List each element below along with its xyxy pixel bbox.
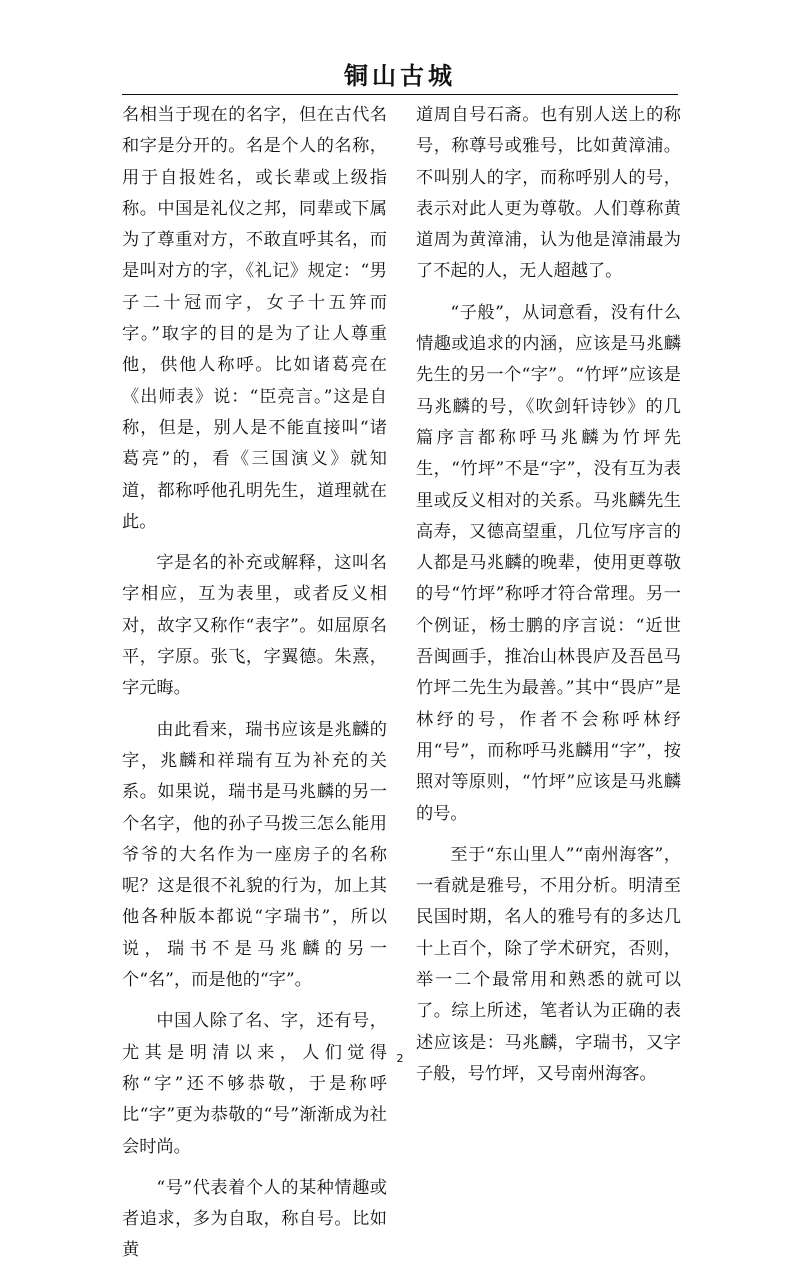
body-paragraph: 中国人除了名、字，还有号，尤其是明清以来，人们觉得称“字”还不够恭敬，于是称呼比“字”更为恭敬的“号”渐渐成为社会时尚。	[122, 1011, 387, 1157]
left-text-column	[122, 100, 387, 1277]
body-paragraph: 道周自号石斋。也有别人送上的称号，称尊号或雅号，比如黄漳浦。不叫别人的字，而称呼别人的号，表示对此人更为尊敬。人们尊称黄道周为黄漳浦，认为他是漳浦最为了不起的人，无人超越了。	[416, 105, 681, 282]
header-divider	[122, 94, 678, 95]
body-paragraph: 由此看来，瑞书应该是兆麟的字，兆麟和祥瑞有互为补充的关系。如果说，瑞书是马兆麟的另一个名字，他的孙子马拨三怎么能用爷爷的大名作为一座房子的名称呢？这是很不礼貌的行为，加上其他各种版本都说“字瑞书”，所以说，瑞书不是马兆麟的另一个“名”，而是他的“字”。	[122, 719, 387, 991]
body-paragraph: “号”代表着个人的某种情趣或者追求，多为自取，称自号。比如黄	[122, 1177, 387, 1261]
body-paragraph: 至于“东山里人”“南州海客”，一看就是雅号，不用分析。明清至民国时期，名人的雅号有的多达几十上百个，除了学术研究，否则，举一二个最常用和熟悉的就可以了。综上所述，笔者认为正确的表述应该是：马兆麟，字瑞书，又字子般，号竹坪，又号南州海客。	[416, 844, 681, 1084]
body-paragraph: 名相当于现在的名字，但在古代名和字是分开的。名是个人的名称，用于自报姓名，或长辈或上级指称。中国是礼仪之邦，同辈或下属为了尊重对方，不敢直呼其名，而是叫对方的字，《礼记》规定：“男子二十冠而字，女子十五笄而字。”取字的目的是为了让人尊重他，供他人称呼。比如诸葛亮在《出师表》说：“臣亮言。”这是自称，但是，别人是不能直接叫“诸葛亮”的，看《三国演义》就知道，都称呼他孔明先生，道理就在此。	[122, 105, 387, 532]
body-paragraph: 字是名的补充或解释，这叫名字相应，互为表里，或者反义相对，故字又称作“表字”。如屈原名平，字原。张飞，字翼德。朱熹，字元晦。	[122, 553, 387, 699]
page-number: 2	[396, 1052, 404, 1065]
body-paragraph: “子般”，从词意看，没有什么情趣或追求的内涵，应该是马兆麟先生的另一个“字”。“竹坪”应该是马兆麟的号，《吹剑轩诗钞》的几篇序言都称呼马兆麟为竹坪先生，“竹坪”不是“字”，没有互为表里或反义相对的关系。马兆麟先生高寿，又德高望重，几位写序言的人都是马兆麟的晚辈，使用更尊敬的号“竹坪”称呼才符合常理。另一个例证，杨士鹏的序言说：“近世吾闽画手，推冶山林畏庐及吾邑马竹坪二先生为最善。”其中“畏庐”是林纾的号，作者不会称呼林纾用“号”，而称呼马兆麟用“字”，按照对等原则，“竹坪”应该是马兆麟的号。	[416, 302, 681, 824]
page-header-title: 铜山古城	[344, 61, 456, 90]
right-text-column	[416, 100, 681, 1100]
